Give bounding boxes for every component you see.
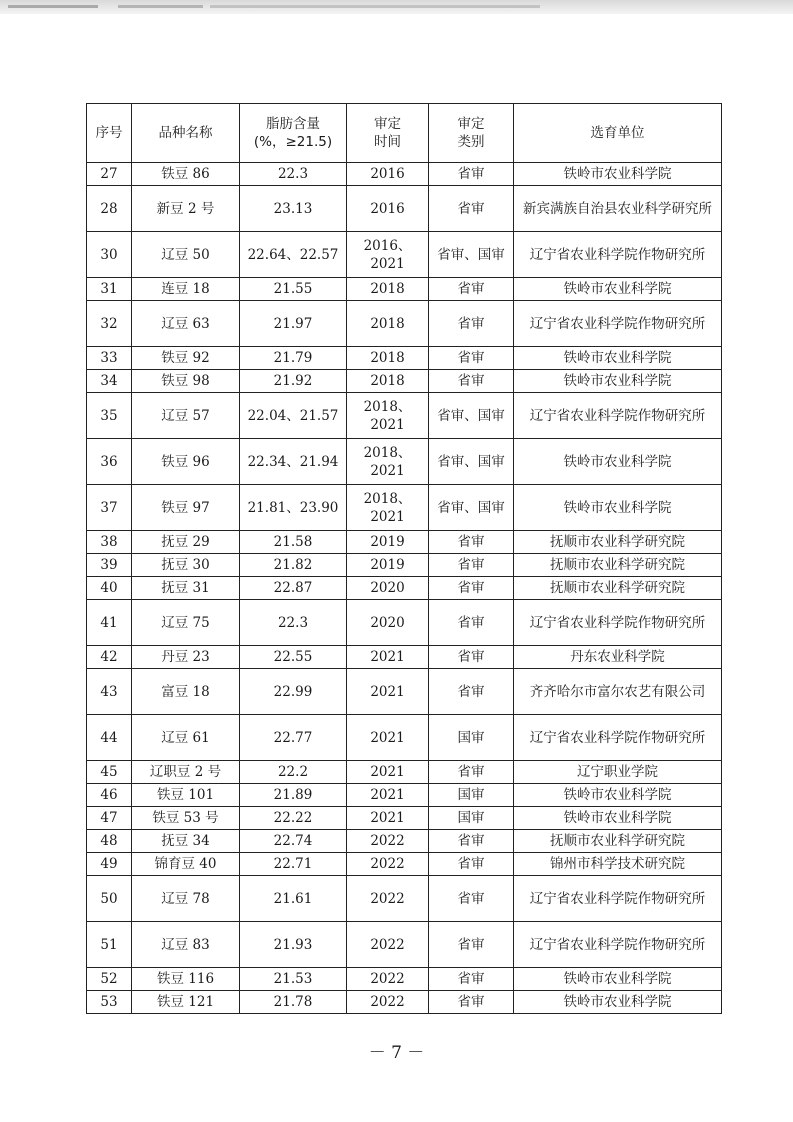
cell-variety: 丹豆 23 xyxy=(132,646,240,669)
table-row xyxy=(87,876,722,922)
cell-year: 2018 xyxy=(347,347,429,370)
cell-fat: 21.92 xyxy=(240,370,347,393)
cell-category: 省审 xyxy=(429,600,514,646)
cell-no: 42 xyxy=(87,646,132,669)
cell-unit: 齐齐哈尔市富尔农艺有限公司 xyxy=(514,669,722,715)
cell-variety: 铁豆 96 xyxy=(132,439,240,485)
table-row xyxy=(87,439,722,485)
cell-unit: 抚顺市农业科学研究院 xyxy=(514,554,722,577)
table-row xyxy=(87,301,722,347)
page-number: － 7 － xyxy=(368,1043,425,1063)
cell-unit: 铁岭市农业科学院 xyxy=(514,485,722,531)
cell-variety: 辽职豆 2 号 xyxy=(132,761,240,784)
cell-year: 2018、2021 xyxy=(347,393,429,439)
cell-year: 2018、2021 xyxy=(347,485,429,531)
cell-fat: 21.55 xyxy=(240,278,347,301)
cell-year: 2022 xyxy=(347,876,429,922)
table-row xyxy=(87,669,722,715)
cell-variety: 辽豆 83 xyxy=(132,922,240,968)
cell-variety: 抚豆 29 xyxy=(132,531,240,554)
cell-fat: 22.2 xyxy=(240,761,347,784)
cell-variety: 铁豆 92 xyxy=(132,347,240,370)
cell-fat: 21.97 xyxy=(240,301,347,347)
cell-category: 国审 xyxy=(429,784,514,807)
table-row xyxy=(87,531,722,554)
cell-year: 2021 xyxy=(347,807,429,830)
cell-fat: 22.04、21.57 xyxy=(240,393,347,439)
table-row xyxy=(87,163,722,186)
cell-unit: 铁岭市农业科学院 xyxy=(514,439,722,485)
cell-year: 2022 xyxy=(347,968,429,991)
cell-fat: 21.53 xyxy=(240,968,347,991)
cell-fat: 21.61 xyxy=(240,876,347,922)
cell-fat: 21.81、23.90 xyxy=(240,485,347,531)
cell-year: 2021 xyxy=(347,669,429,715)
cell-fat: 22.99 xyxy=(240,669,347,715)
cell-unit: 辽宁省农业科学院作物研究所 xyxy=(514,600,722,646)
table-row xyxy=(87,347,722,370)
cell-category: 国审 xyxy=(429,715,514,761)
cell-no: 33 xyxy=(87,347,132,370)
cell-unit: 丹东农业科学院 xyxy=(514,646,722,669)
cell-unit: 辽宁省农业科学院作物研究所 xyxy=(514,232,722,278)
table-row xyxy=(87,968,722,991)
cell-category: 省审 xyxy=(429,853,514,876)
cell-category: 省审 xyxy=(429,761,514,784)
cell-unit: 辽宁省农业科学院作物研究所 xyxy=(514,301,722,347)
header-unit: 选育单位 xyxy=(514,104,722,163)
cell-fat: 22.87 xyxy=(240,577,347,600)
cell-year: 2018 xyxy=(347,278,429,301)
cell-variety: 铁豆 98 xyxy=(132,370,240,393)
cell-no: 51 xyxy=(87,922,132,968)
cell-unit: 抚顺市农业科学研究院 xyxy=(514,531,722,554)
cell-unit: 抚顺市农业科学研究院 xyxy=(514,830,722,853)
cell-year: 2021 xyxy=(347,646,429,669)
cell-category: 省审 xyxy=(429,531,514,554)
cell-no: 31 xyxy=(87,278,132,301)
cell-no: 34 xyxy=(87,370,132,393)
cell-year: 2021 xyxy=(347,761,429,784)
cell-fat: 22.3 xyxy=(240,163,347,186)
cell-no: 46 xyxy=(87,784,132,807)
soybean-variety-table xyxy=(86,103,722,1014)
cell-variety: 铁豆 116 xyxy=(132,968,240,991)
cell-year: 2018、2021 xyxy=(347,439,429,485)
cell-no: 38 xyxy=(87,531,132,554)
cell-no: 47 xyxy=(87,807,132,830)
table-row xyxy=(87,232,722,278)
cell-variety: 铁豆 97 xyxy=(132,485,240,531)
cell-fat: 21.78 xyxy=(240,991,347,1014)
cell-category: 省审 xyxy=(429,370,514,393)
cell-variety: 铁豆 101 xyxy=(132,784,240,807)
cell-year: 2016 xyxy=(347,186,429,232)
cell-year: 2020 xyxy=(347,600,429,646)
cell-year: 2022 xyxy=(347,922,429,968)
cell-no: 30 xyxy=(87,232,132,278)
cell-category: 省审 xyxy=(429,830,514,853)
table-row xyxy=(87,807,722,830)
table-row xyxy=(87,761,722,784)
cell-fat: 23.13 xyxy=(240,186,347,232)
cell-variety: 铁豆 86 xyxy=(132,163,240,186)
cell-no: 52 xyxy=(87,968,132,991)
table-row xyxy=(87,853,722,876)
cell-category: 省审 xyxy=(429,163,514,186)
table-row xyxy=(87,991,722,1014)
cell-category: 省审、国审 xyxy=(429,393,514,439)
cell-fat: 22.34、21.94 xyxy=(240,439,347,485)
cell-unit: 铁岭市农业科学院 xyxy=(514,347,722,370)
cell-no: 48 xyxy=(87,830,132,853)
cell-no: 45 xyxy=(87,761,132,784)
cell-category: 省审 xyxy=(429,669,514,715)
cell-category: 国审 xyxy=(429,807,514,830)
table-row xyxy=(87,278,722,301)
cell-unit: 铁岭市农业科学院 xyxy=(514,370,722,393)
table-row xyxy=(87,922,722,968)
cell-no: 40 xyxy=(87,577,132,600)
cell-year: 2019 xyxy=(347,531,429,554)
cell-unit: 辽宁省农业科学院作物研究所 xyxy=(514,876,722,922)
cell-no: 41 xyxy=(87,600,132,646)
cell-variety: 连豆 18 xyxy=(132,278,240,301)
cell-variety: 铁豆 53 号 xyxy=(132,807,240,830)
cell-variety: 辽豆 57 xyxy=(132,393,240,439)
table-row xyxy=(87,715,722,761)
table-row xyxy=(87,186,722,232)
cell-unit: 铁岭市农业科学院 xyxy=(514,163,722,186)
cell-variety: 新豆 2 号 xyxy=(132,186,240,232)
cell-category: 省审 xyxy=(429,577,514,600)
cell-unit: 锦州市科学技术研究院 xyxy=(514,853,722,876)
cell-category: 省审、国审 xyxy=(429,485,514,531)
cell-variety: 铁豆 121 xyxy=(132,991,240,1014)
cell-no: 37 xyxy=(87,485,132,531)
cell-category: 省审、国审 xyxy=(429,439,514,485)
cell-year: 2019 xyxy=(347,554,429,577)
cell-category: 省审 xyxy=(429,186,514,232)
table-row xyxy=(87,830,722,853)
cell-unit: 铁岭市农业科学院 xyxy=(514,807,722,830)
cell-variety: 辽豆 63 xyxy=(132,301,240,347)
cell-fat: 22.22 xyxy=(240,807,347,830)
cell-no: 50 xyxy=(87,876,132,922)
cell-year: 2021 xyxy=(347,784,429,807)
cell-no: 36 xyxy=(87,439,132,485)
cell-variety: 抚豆 30 xyxy=(132,554,240,577)
cell-unit: 铁岭市农业科学院 xyxy=(514,968,722,991)
cell-no: 53 xyxy=(87,991,132,1014)
header-category: 审定 类别 xyxy=(429,104,514,163)
cell-category: 省审 xyxy=(429,347,514,370)
cell-unit: 新宾满族自治县农业科学研究所 xyxy=(514,186,722,232)
cell-year: 2018 xyxy=(347,301,429,347)
cell-category: 省审、国审 xyxy=(429,232,514,278)
cell-unit: 铁岭市农业科学院 xyxy=(514,278,722,301)
cell-fat: 22.74 xyxy=(240,830,347,853)
cell-variety: 辽豆 61 xyxy=(132,715,240,761)
cell-year: 2022 xyxy=(347,853,429,876)
table-row xyxy=(87,485,722,531)
cell-category: 省审 xyxy=(429,991,514,1014)
cell-variety: 富豆 18 xyxy=(132,669,240,715)
cell-unit: 辽宁省农业科学院作物研究所 xyxy=(514,715,722,761)
cell-fat: 21.82 xyxy=(240,554,347,577)
table-header-row xyxy=(87,104,722,163)
scan-top-edge xyxy=(0,0,793,14)
header-no: 序号 xyxy=(87,104,132,163)
table-row xyxy=(87,370,722,393)
table-row xyxy=(87,577,722,600)
cell-category: 省审 xyxy=(429,968,514,991)
header-variety: 品种名称 xyxy=(132,104,240,163)
cell-year: 2020 xyxy=(347,577,429,600)
cell-unit: 铁岭市农业科学院 xyxy=(514,991,722,1014)
cell-category: 省审 xyxy=(429,646,514,669)
table-row xyxy=(87,393,722,439)
cell-year: 2022 xyxy=(347,991,429,1014)
cell-variety: 抚豆 31 xyxy=(132,577,240,600)
table-row xyxy=(87,600,722,646)
cell-fat: 22.55 xyxy=(240,646,347,669)
cell-no: 35 xyxy=(87,393,132,439)
cell-fat: 22.3 xyxy=(240,600,347,646)
cell-fat: 22.71 xyxy=(240,853,347,876)
table-row xyxy=(87,554,722,577)
cell-fat: 21.93 xyxy=(240,922,347,968)
header-fat: 脂肪含量 (%，≥21.5) xyxy=(240,104,347,163)
cell-category: 省审 xyxy=(429,278,514,301)
cell-fat: 21.79 xyxy=(240,347,347,370)
cell-no: 32 xyxy=(87,301,132,347)
cell-category: 省审 xyxy=(429,554,514,577)
table-row xyxy=(87,646,722,669)
cell-fat: 21.89 xyxy=(240,784,347,807)
cell-year: 2016 xyxy=(347,163,429,186)
cell-unit: 辽宁职业学院 xyxy=(514,761,722,784)
header-year: 审定 时间 xyxy=(347,104,429,163)
cell-unit: 辽宁省农业科学院作物研究所 xyxy=(514,922,722,968)
cell-year: 2021 xyxy=(347,715,429,761)
cell-unit: 辽宁省农业科学院作物研究所 xyxy=(514,393,722,439)
cell-no: 49 xyxy=(87,853,132,876)
cell-fat: 21.58 xyxy=(240,531,347,554)
cell-category: 省审 xyxy=(429,876,514,922)
cell-no: 27 xyxy=(87,163,132,186)
cell-no: 43 xyxy=(87,669,132,715)
cell-unit: 抚顺市农业科学研究院 xyxy=(514,577,722,600)
cell-category: 省审 xyxy=(429,301,514,347)
cell-fat: 22.77 xyxy=(240,715,347,761)
cell-fat: 22.64、22.57 xyxy=(240,232,347,278)
cell-year: 2022 xyxy=(347,830,429,853)
cell-variety: 抚豆 34 xyxy=(132,830,240,853)
cell-variety: 辽豆 50 xyxy=(132,232,240,278)
table-row xyxy=(87,784,722,807)
cell-variety: 锦育豆 40 xyxy=(132,853,240,876)
cell-no: 44 xyxy=(87,715,132,761)
cell-variety: 辽豆 78 xyxy=(132,876,240,922)
cell-unit: 铁岭市农业科学院 xyxy=(514,784,722,807)
cell-no: 28 xyxy=(87,186,132,232)
cell-no: 39 xyxy=(87,554,132,577)
cell-year: 2018 xyxy=(347,370,429,393)
cell-year: 2016、2021 xyxy=(347,232,429,278)
cell-category: 省审 xyxy=(429,922,514,968)
cell-variety: 辽豆 75 xyxy=(132,600,240,646)
